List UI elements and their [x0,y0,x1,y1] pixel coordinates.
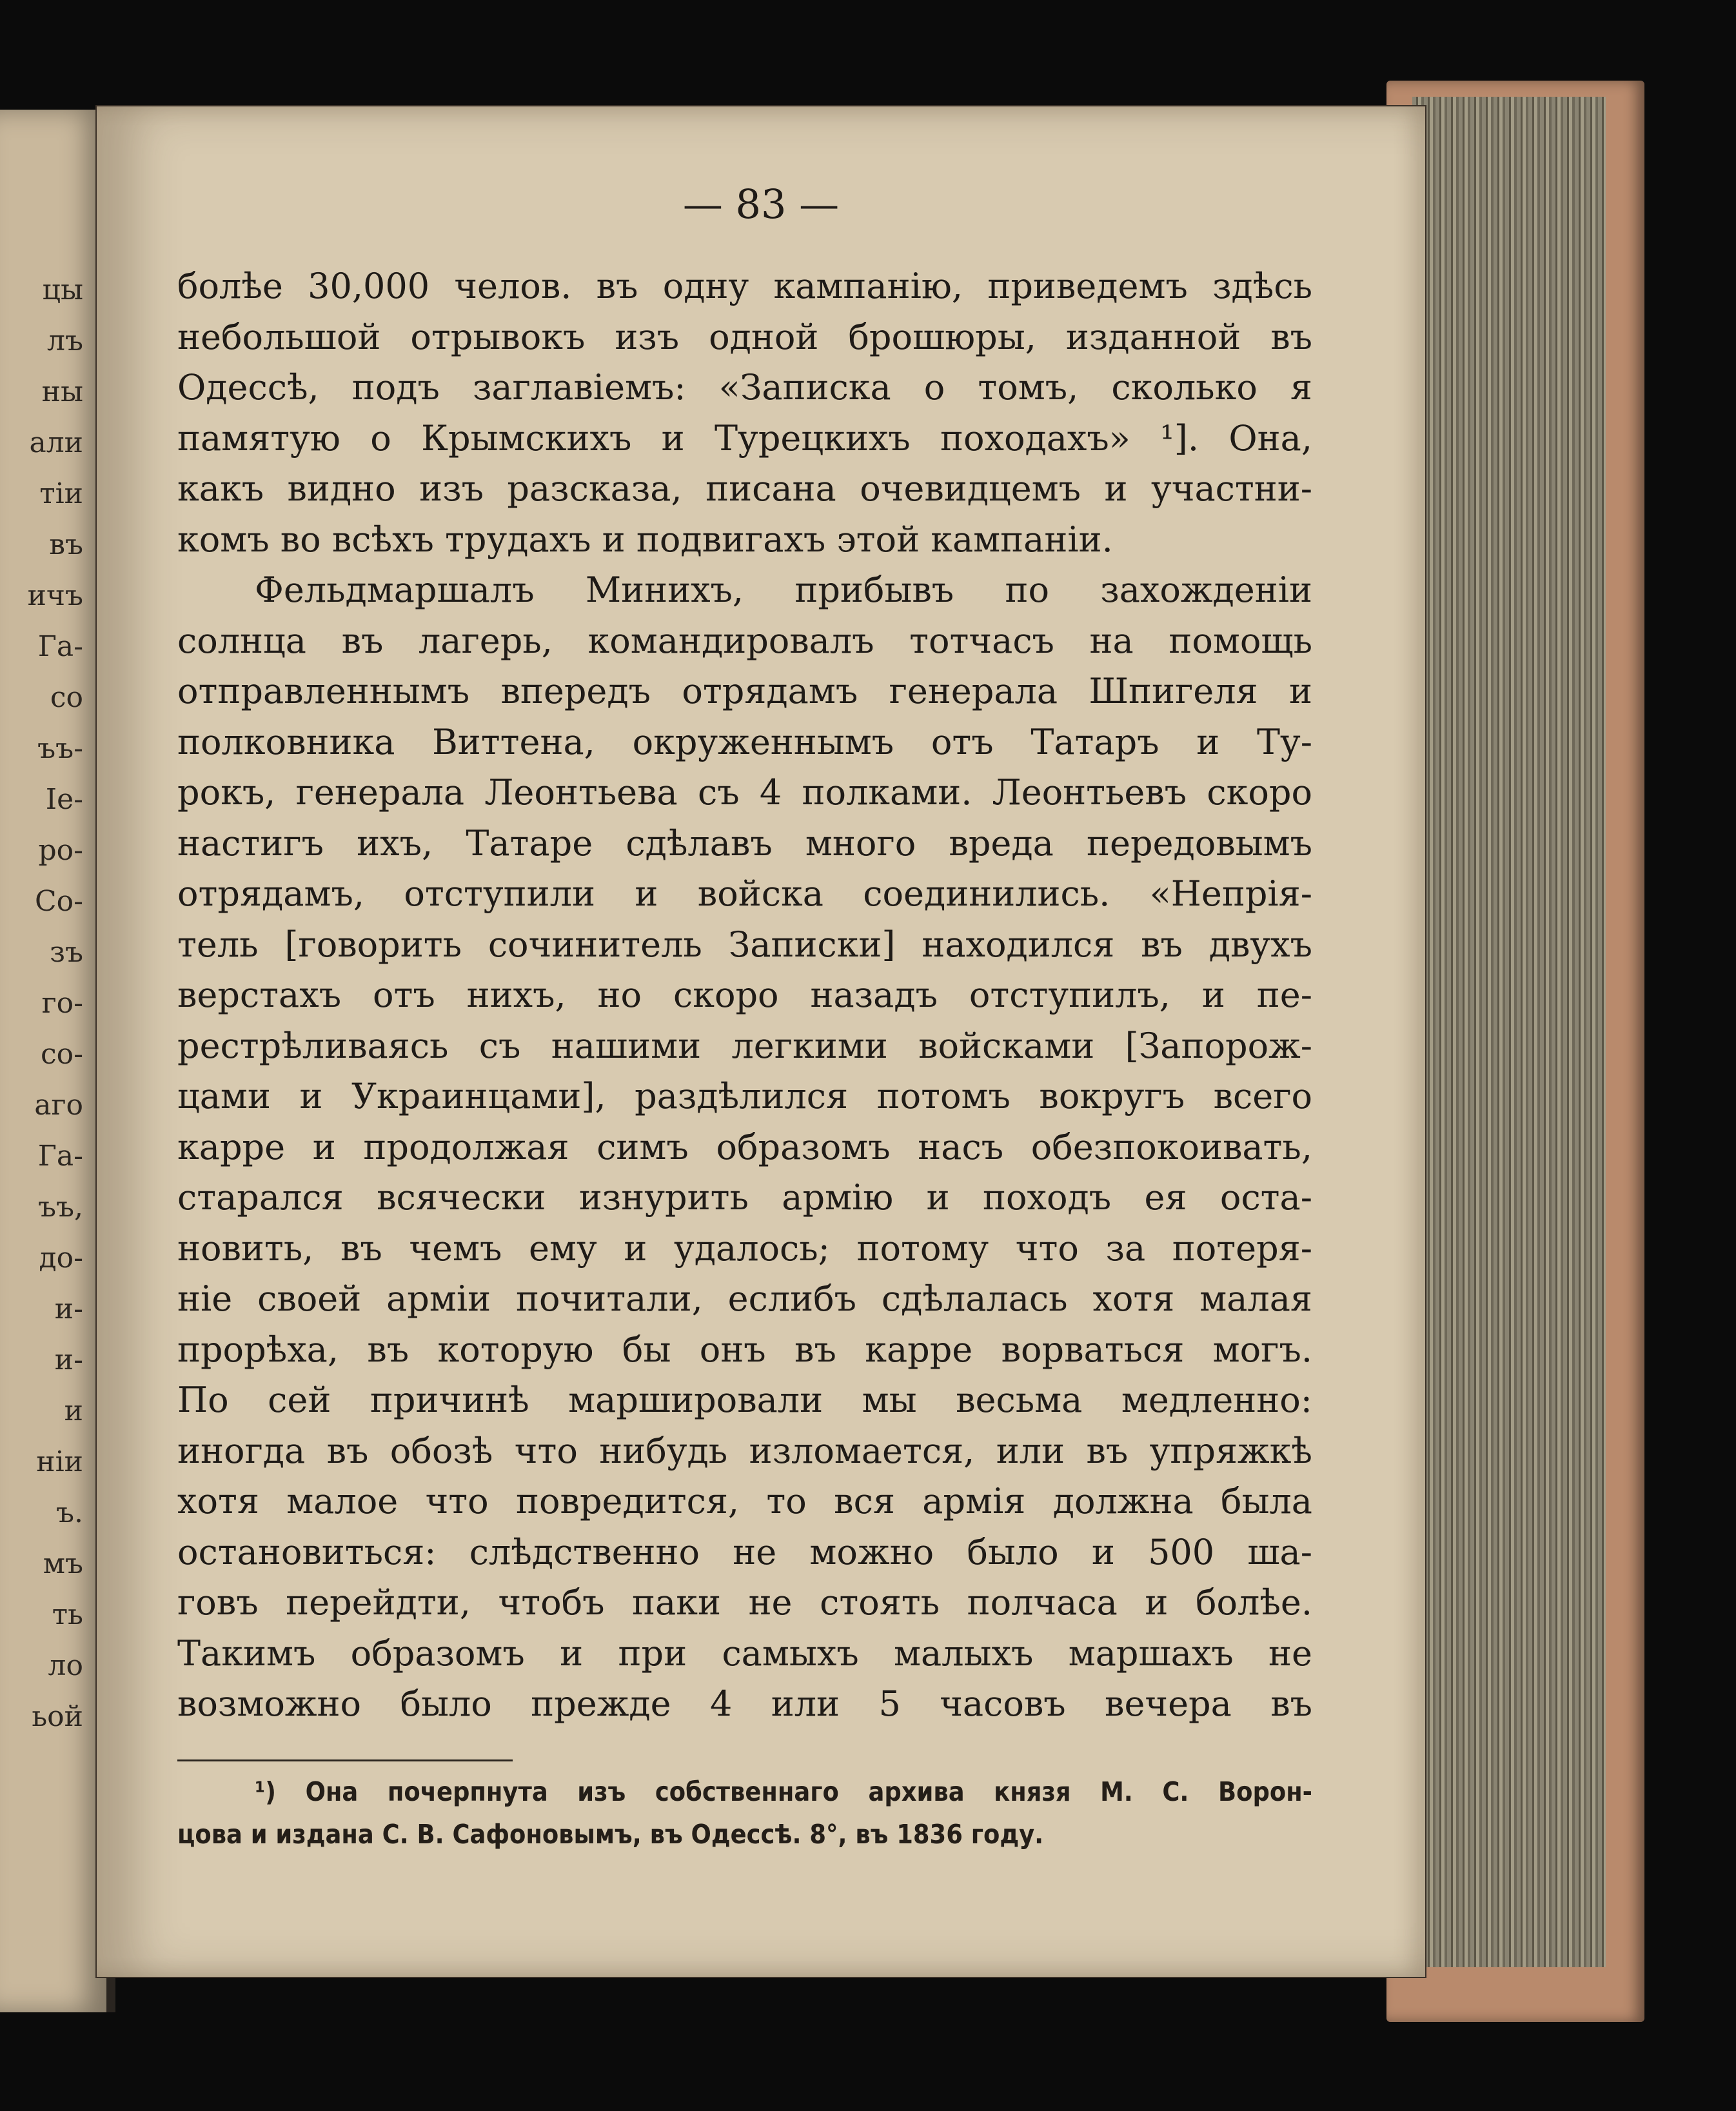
text-line: болѣе 30,000 челов. въ одну кампанію, приведемъ здѣсь [177,266,1312,306]
text-line: прорѣха, въ которую бы онъ въ карре ворваться могъ. [177,1329,1312,1370]
page-number: — 83 — [682,181,840,228]
footnote [177,1770,1312,1856]
text-line: остановиться: слѣдственно не можно было и 500 ша- [177,1531,1312,1572]
previous-page-fragment: тіи [39,477,83,510]
previous-page-fragment: въ [49,528,83,561]
previous-page-fragment: аго [34,1089,83,1122]
previous-page-fragment: али [29,426,83,459]
previous-page-fragment: цы [42,273,83,306]
previous-page-fragment: ніи [36,1445,83,1478]
text-line: Такимъ образомъ и при самыхъ малыхъ маршахъ не [177,1632,1312,1674]
text-line: комъ во всѣхъ трудахъ и подвигахъ этой кампаніи. [177,519,1113,560]
text-line: рокъ, генерала Леонтьева съ 4 полками. Леонтьевъ скоро [177,772,1312,813]
text-line: солнца въ лагерь, командировалъ тотчасъ на помощь [177,620,1312,661]
text-line: говъ перейдти, чтобъ паки не стоять полчаса и болѣе. [177,1582,1312,1623]
text-line: Одессѣ, подъ заглавіемъ: «Записка о томъ, сколько я [177,367,1312,408]
text-line: новить, въ чемъ ему и удалось; потому что за потеря- [177,1227,1312,1269]
text-line: Фельдмаршалъ Минихъ, прибывъ по захожденіи [255,570,1312,610]
page-stack-edge [1412,97,1606,1967]
previous-page-fragment: со [50,681,83,714]
text-line: небольшой отрывокъ изъ одной брошюры, изданной въ [177,316,1312,357]
previous-page-fragment: Га- [37,630,83,663]
text-line: ніе своей арміи почитали, еслибъ сдѣлалась хотя малая [177,1278,1312,1319]
previous-page-fragment: со- [41,1038,83,1071]
previous-page-fragment: ьой [32,1700,83,1733]
text-line: карре и продолжая симъ образомъ насъ обезпокоивать, [177,1126,1312,1167]
previous-page-fragment: зъ [50,936,83,969]
text-line: памятую о Крымскихъ и Турецкихъ походахъ» ¹]. Она, [177,417,1312,459]
text-line: возможно было прежде 4 или 5 часовъ вечера въ [177,1683,1312,1724]
text-line: отправленнымъ впередъ отрядамъ генерала Шпигеля и [177,671,1312,711]
footnote-rule [177,1759,513,1761]
text-line: отрядамъ, отступили и войска соединились. «Непрія- [177,873,1312,914]
previous-page-fragment: ро- [38,834,83,867]
previous-page-fragment: до- [39,1242,83,1274]
previous-page-fragment: ло [48,1649,83,1682]
previous-page-fragment: го- [41,987,83,1020]
text-line: хотя малое что повредится, то вся армія должна была [177,1481,1312,1521]
previous-page-fragment: ъ. [56,1496,83,1529]
page-body [177,261,1312,1730]
previous-page-fragment: ъъ- [37,732,83,765]
previous-page-fragment: ны [41,375,83,408]
footnote-line: ¹) Она почерпнута изъ собственнаго архива князя М. С. Ворон- [255,1776,1312,1807]
previous-page-fragment: Іе- [45,783,83,816]
previous-page-fragment: и [64,1394,83,1427]
text-line: тель [говорить сочинитель Записки] находился въ двухъ [177,924,1312,965]
previous-page-fragment: ичъ [27,579,83,612]
text-line: рестрѣливаясь съ нашими легкими войсками [Запорож- [177,1025,1312,1066]
text-line: настигъ ихъ, Татаре сдѣлавъ много вреда передовымъ [177,822,1312,864]
footnote-line: цова и издана С. В. Сафоновымъ, въ Одессѣ. 8°, въ 1836 году. [177,1819,1044,1850]
previous-page-fragment: лъ [47,324,83,357]
book-page [97,106,1425,1977]
text-line: иногда въ обозѣ что нибудь изломается, или въ упряжкѣ [177,1430,1312,1471]
text-line: какъ видно изъ разсказа, писана очевидцемъ и участни- [177,468,1312,509]
text-line: старался всячески изнурить армію и походъ ея оста- [177,1177,1312,1218]
text-line: полковника Виттена, окруженнымъ отъ Татаръ и Ту- [177,721,1312,762]
previous-page-fragment: ъъ, [38,1191,83,1224]
text-line: верстахъ отъ нихъ, но скоро назадъ отступилъ, и пе- [177,975,1312,1015]
previous-page-fragment: Со- [34,885,83,918]
previous-page-fragment: ть [52,1598,83,1631]
text-line: По сей причинѣ маршировали мы весьма медленно: [177,1380,1312,1420]
previous-page-fragment: мъ [43,1547,83,1580]
previous-page-fragment: и- [54,1293,83,1325]
text-line: цами и Украинцами], раздѣлился потомъ вокругъ всего [177,1076,1312,1116]
previous-page-fragment: Га- [37,1140,83,1173]
previous-page-fragment: и- [54,1343,83,1376]
